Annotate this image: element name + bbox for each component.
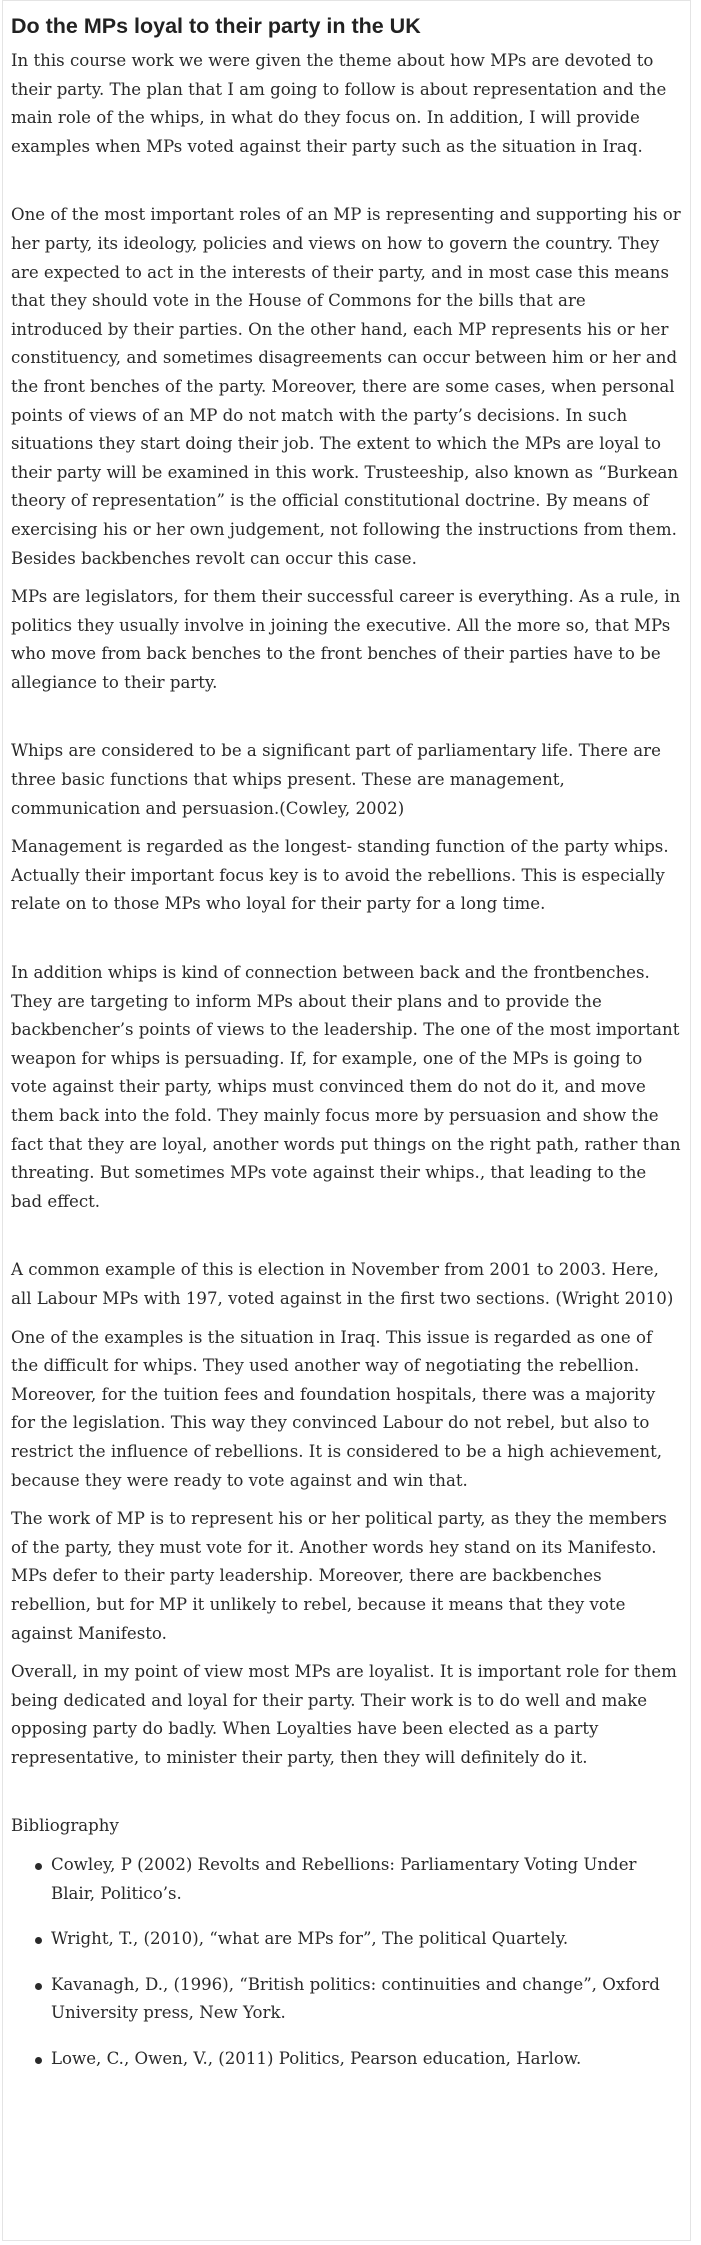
bibliography-list bbox=[11, 1851, 682, 2074]
paragraph-conclusion: Overall, in my point of view most MPs are loyalist. It is important role for them being dedicated and loyal for their party. Their work is to do well and make opposing party do badly. When Loyalties have been elected as a party representative, to minister their party, then they will definitely do it. bbox=[11, 1662, 677, 1767]
paragraph-election-example: A common example of this is election in November from 2001 to 2003. Here, all Labour MPs with 197, voted against in the first two sections. (Wright 2010) bbox=[11, 1260, 674, 1308]
bibliography-item: Wright, T., (2010), “what are MPs for”, The political Quartely. bbox=[41, 1925, 682, 1954]
document-title: Do the MPs loyal to their party in the UK bbox=[11, 14, 421, 38]
document-page bbox=[2, 0, 691, 2241]
bibliography-item: Cowley, P (2002) Revolts and Rebellions: Parliamentary Voting Under Blair, Politico’s. bbox=[41, 1851, 682, 1908]
bibliography-item: Kavanagh, D., (1996), “British politics: continuities and change”, Oxford University press, New York. bbox=[41, 1971, 682, 2028]
paragraph-mp-work: The work of MP is to represent his or her political party, as they the members of the party, they must vote for it. Another words hey stand on its Manifesto. MPs defer to their party leadership. Moreover, there are backbenches rebellion, but for MP it unlikely to rebel, because it means that they vote against Manifesto. bbox=[11, 1509, 667, 1643]
paragraph-mp-roles: One of the most important roles of an MP is representing and supporting his or her party, its ideology, policies and views on how to govern the country. They are expected to act in the interests of their party, and in most case this means that they should vote in the House of Commons for the bills that are introduced by their parties. On the other hand, each MP represents his or her constituency, and sometimes disagreements can occur between him or her and the front benches of the party. Moreover, there are some cases, when personal points of views of an MP do not match with the party’s decisions. In such situations they start doing their job. The extent to which the MPs are loyal to their party will be examined in this work. Trusteeship, also known as “Burkean theory of representation” is the official constitutional doctrine. By means of exercising his or her own judgement, not following the instructions from them. Besides backbenches revolt can occur this case. bbox=[11, 205, 681, 568]
paragraph-management: Management is regarded as the longest- standing function of the party whips. Actually their important focus key is to avoid the rebellions. This is especially relate on to those MPs who loyal for their party for a long time. bbox=[11, 837, 669, 914]
bibliography-item: Lowe, C., Owen, V., (2011) Politics, Pearson education, Harlow. bbox=[41, 2045, 682, 2074]
paragraph-whips-connection: In addition whips is kind of connection between back and the frontbenches. They are targeting to inform MPs about their plans and to provide the backbencher’s points of views to the leadership. The one of the most important weapon for whips is persuading. If, for example, one of the MPs is going to vote against their party, whips must convinced them do not do it, and move them back into the fold. They mainly focus more by persuasion and show the fact that they are loyal, another words put things on the right path, rather than threating. But sometimes MPs vote against their whips., that leading to the bad effect. bbox=[11, 963, 681, 1211]
paragraph-iraq: One of the examples is the situation in Iraq. This issue is regarded as one of the difficult for whips. They used another way of negotiating the rebellion. Moreover, for the tuition fees and foundation hospitals, there was a majority for the legislation. This way they convinced Labour do not rebel, but also to restrict the influence of rebellions. It is considered to be a high achievement, because they were ready to vote against and win that. bbox=[11, 1327, 663, 1490]
paragraph-whips-functions: Whips are considered to be a significant part of parliamentary life. There are three basic functions that whips present. These are management, communication and persuasion.(Cowley, 2002) bbox=[11, 741, 661, 818]
paragraph-legislators: MPs are legislators, for them their successful career is everything. As a rule, in politics they usually involve in joining the executive. All the more so, that MPs who move from back benches to the front benches of their parties have to be allegiance to their party. bbox=[11, 587, 681, 692]
paragraph-intro: In this course work we were given the theme about how MPs are devoted to their party. The plan that I am going to follow is about representation and the main role of the whips, in what do they focus on. In addition, I will provide examples when MPs voted against their party such as the situation in Iraq. bbox=[11, 51, 667, 156]
bibliography-heading: Bibliography bbox=[11, 1816, 119, 1836]
